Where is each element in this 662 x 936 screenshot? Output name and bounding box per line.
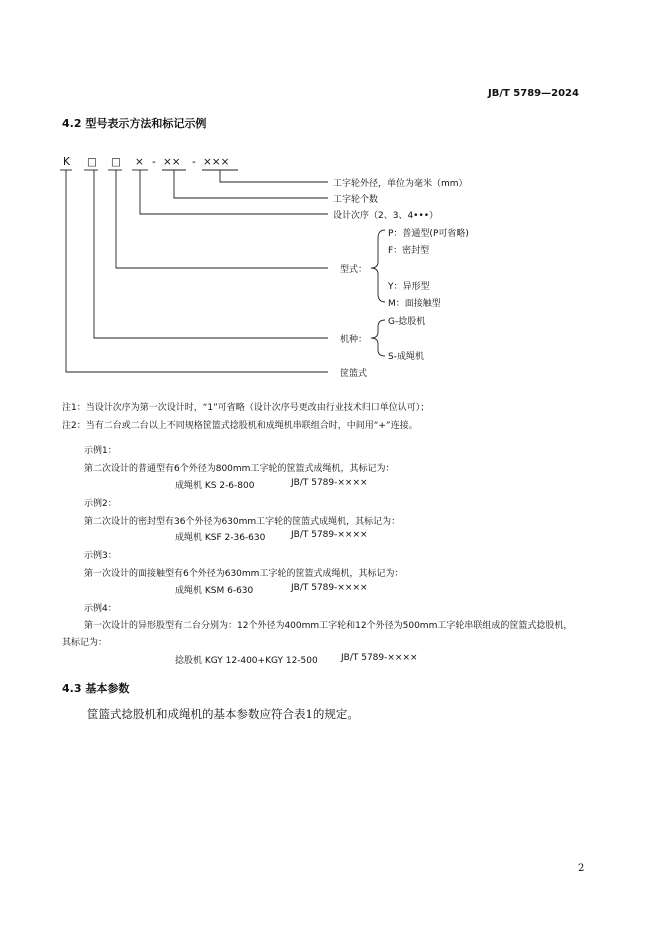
- label-machine: 机种：: [340, 335, 368, 345]
- example-4-mark: 捻股机 KGY 12-400+KGY 12-500: [175, 656, 318, 666]
- label-type-f: F：密封型: [388, 246, 430, 256]
- code-char-times-2: ××: [163, 156, 181, 168]
- label-machine-s: S-成绳机: [388, 352, 424, 362]
- code-char-k: K: [63, 156, 70, 168]
- code-char-box-2: □: [111, 156, 121, 168]
- note-1: 注1：当设计次序为第一次设计时，“1”可省略（设计次序号更改由行业技术归口单位认可）；: [62, 403, 430, 413]
- label-type-y: Y：异形型: [388, 282, 430, 292]
- section-4-2-title: 4.2 型号表示方法和标记示例: [62, 117, 207, 130]
- label-type-m: M：面接触型: [388, 299, 441, 309]
- example-4-desc-cont: 其标记为：: [62, 638, 108, 648]
- label-diameter: 工字轮外径，单位为毫米（mm）: [333, 179, 468, 189]
- code-char-times-3: ×××: [203, 156, 230, 168]
- example-1-desc: 第二次设计的普通型有6个外径为800mm工字轮的筐篮式成绳机，其标记为：: [84, 464, 395, 474]
- example-3-desc: 第一次设计的面接触型有6个外径为630mm工字轮的筐篮式成绳机，其标记为：: [84, 569, 404, 579]
- page-number: 2: [578, 863, 585, 874]
- example-1-mark: 成绳机 KS 2-6-800: [175, 481, 255, 491]
- example-1-title: 示例1：: [84, 446, 117, 456]
- label-basket: 筐篮式: [340, 369, 368, 379]
- example-2-mark: 成绳机 KSF 2-36-630: [175, 533, 266, 543]
- label-count: 工字轮个数: [333, 195, 379, 205]
- example-3-std: JB/T 5789-××××: [291, 583, 368, 593]
- label-sequence: 设计次序（2、3、4•••）: [333, 211, 439, 221]
- example-2-title: 示例2：: [84, 499, 117, 509]
- code-char-dash-2: -: [192, 156, 196, 168]
- note-2: 注2：当有二台或二台以上不同规格筐篮式捻股机和成绳机串联组合时，中间用“+”连接。: [62, 421, 418, 431]
- section-4-3-body: 筐篮式捻股机和成绳机的基本参数应符合表1的规定。: [87, 707, 359, 721]
- label-type-p: P：普通型(P可省略): [388, 229, 469, 239]
- example-4-title: 示例4：: [84, 604, 117, 614]
- section-4-3-title: 4.3 基本参数: [62, 682, 130, 695]
- example-2-desc: 第二次设计的密封型有36个外径为630mm工字轮的筐篮式成绳机，其标记为：: [84, 517, 401, 527]
- label-type: 型式：: [340, 265, 368, 275]
- example-2-std: JB/T 5789-××××: [291, 530, 368, 540]
- example-4-desc: 第一次设计的异形股型有二台分别为：12个外径为400mm工字轮和12个外径为500mm工字轮串联组成的筐篮式捻股机，: [84, 621, 573, 631]
- example-3-title: 示例3：: [84, 551, 117, 561]
- code-char-times-1: ×: [135, 156, 144, 168]
- standard-number: JB/T 5789—2024: [488, 88, 579, 99]
- example-3-mark: 成绳机 KSM 6-630: [175, 586, 254, 596]
- example-1-std: JB/T 5789-××××: [291, 478, 368, 488]
- example-4-std: JB/T 5789-××××: [341, 653, 418, 663]
- code-char-box-1: □: [87, 156, 97, 168]
- code-char-dash-1: -: [152, 156, 156, 168]
- label-machine-g: G-捻股机: [388, 317, 426, 327]
